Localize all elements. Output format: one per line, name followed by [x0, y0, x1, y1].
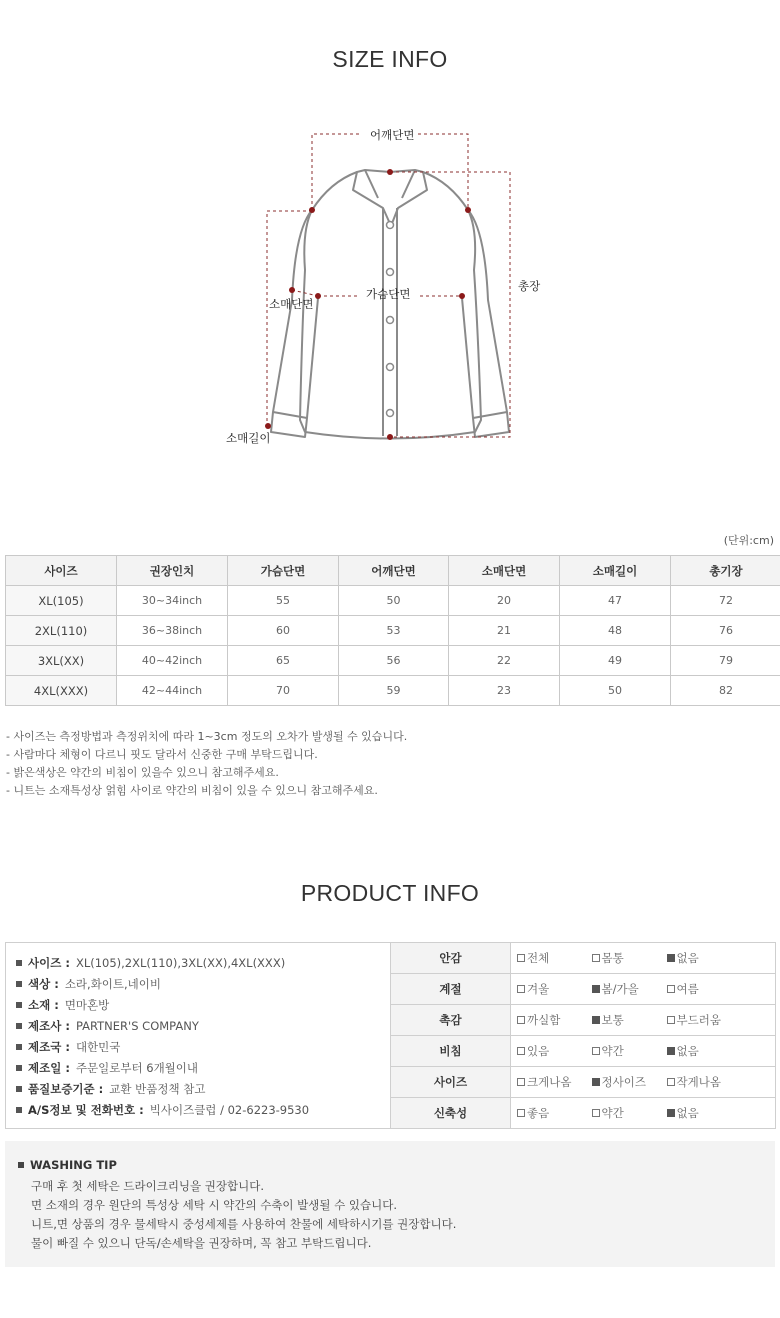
spec-item [16, 997, 109, 1013]
spec-value: 빅사이즈클럽 / 02-6223-9530 [149, 1103, 310, 1117]
option-label: 보통 [601, 1013, 624, 1027]
attribute-option [586, 1067, 661, 1098]
spec-label: 제조국 : [28, 1040, 70, 1054]
label-length: 총장 [518, 279, 541, 293]
header-cell: 총기장 [671, 556, 780, 586]
table-cell: 56 [339, 646, 449, 676]
spec-item [16, 1060, 198, 1076]
product-info-section [5, 942, 775, 1129]
attribute-name: 계절 [391, 974, 511, 1005]
spec-value: 주문일로부터 6개월이내 [75, 1061, 198, 1075]
table-cell: 4XL(XXX) [6, 676, 117, 706]
option-label: 몸통 [601, 951, 624, 965]
header-cell: 소매단면 [449, 556, 560, 586]
header-cell: 소매길이 [560, 556, 671, 586]
unchecked-box-icon [517, 985, 525, 993]
unchecked-box-icon [517, 1109, 525, 1117]
bullet-square-icon [16, 1065, 22, 1071]
bullet-square-icon [16, 1107, 22, 1113]
unchecked-box-icon [667, 1078, 675, 1086]
unchecked-box-icon [517, 1047, 525, 1055]
spec-value: 대한민국 [75, 1040, 121, 1054]
table-row [6, 646, 780, 676]
table-cell: 36~38inch [117, 616, 228, 646]
unchecked-box-icon [667, 1016, 675, 1024]
checked-box-icon [592, 1078, 600, 1086]
left-sleeve-outline [271, 210, 318, 437]
header-cell: 사이즈 [6, 556, 117, 586]
shirt-measurement-diagram [0, 110, 780, 450]
option-label: 정사이즈 [601, 1075, 646, 1089]
table-row [6, 616, 780, 646]
option-label: 없음 [676, 951, 699, 965]
table-cell: 55 [228, 586, 339, 616]
note-line: - 니트는 소재특성상 얽힘 사이로 약간의 비침이 있을 수 있으니 참고해주세요. [6, 784, 378, 797]
spec-item [16, 955, 285, 971]
table-cell: 21 [449, 616, 560, 646]
size-info-title: SIZE INFO [332, 46, 448, 72]
option-label: 없음 [676, 1106, 699, 1120]
washing-tip-line: 면 소재의 경우 원단의 특성상 세탁 시 약간의 수축이 발생될 수 있습니다. [31, 1198, 398, 1212]
option-label: 약간 [601, 1106, 624, 1120]
spec-value: XL(105),2XL(110),3XL(XX),4XL(XXX) [75, 956, 286, 970]
attribute-name: 안감 [391, 943, 511, 974]
note-line: - 사이즈는 측정방법과 측정위치에 따라 1~3cm 정도의 오차가 발생될 수 있습니다. [6, 730, 408, 743]
note-line: - 사람마다 체형이 다르니 핏도 달라서 신중한 구매 부탁드립니다. [6, 748, 318, 761]
length-guide [390, 172, 510, 437]
spec-label: 제조일 : [28, 1061, 70, 1075]
table-cell: 40~42inch [117, 646, 228, 676]
option-label: 좋음 [527, 1106, 550, 1120]
spec-label: 색상 : [28, 977, 59, 991]
table-cell: 70 [228, 676, 339, 706]
table-cell: 65 [228, 646, 339, 676]
spec-item [16, 1039, 120, 1055]
table-cell: 47 [560, 586, 671, 616]
unchecked-box-icon [517, 1078, 525, 1086]
table-cell: 42~44inch [117, 676, 228, 706]
spec-value: 소라,화이트,네이비 [64, 977, 162, 991]
spec-value: 교환 반품정책 참고 [109, 1082, 206, 1096]
checked-box-icon [667, 954, 675, 962]
unit-label: (단위:cm) [723, 534, 774, 547]
option-label: 없음 [676, 1044, 699, 1058]
shirt-buttons [387, 222, 394, 417]
attribute-option [586, 1098, 661, 1129]
option-label: 부드러움 [676, 1013, 721, 1027]
checked-box-icon [592, 985, 600, 993]
attribute-option [586, 943, 661, 974]
table-cell: 23 [449, 676, 560, 706]
bullet-square-icon [16, 1044, 22, 1050]
attribute-option [661, 1005, 776, 1036]
label-sleeve-width: 소매단면 [269, 297, 314, 311]
attribute-option [511, 1067, 586, 1098]
note-line: - 밝은색상은 약간의 비침이 있을수 있으니 참고해주세요. [6, 766, 279, 779]
attribute-row [391, 974, 776, 1005]
attribute-option [661, 1067, 776, 1098]
attribute-option [661, 1098, 776, 1129]
table-cell: XL(105) [6, 586, 117, 616]
bullet-square-icon [16, 1002, 22, 1008]
option-label: 있음 [527, 1044, 550, 1058]
attribute-name: 비침 [391, 1036, 511, 1067]
attribute-option [661, 1036, 776, 1067]
table-cell: 79 [671, 646, 780, 676]
table-cell: 30~34inch [117, 586, 228, 616]
checked-box-icon [667, 1109, 675, 1117]
washing-tip-line: 구매 후 첫 세탁은 드라이크리닝을 권장합니다. [31, 1179, 265, 1193]
attribute-option [586, 1036, 661, 1067]
table-cell: 48 [560, 616, 671, 646]
size-table-header [6, 556, 780, 586]
option-label: 겨울 [527, 982, 550, 996]
table-cell: 59 [339, 676, 449, 706]
spec-item [16, 1102, 309, 1118]
option-label: 까실함 [527, 1013, 561, 1027]
table-cell: 50 [339, 586, 449, 616]
unchecked-box-icon [517, 1016, 525, 1024]
label-chest: 가슴단면 [366, 287, 411, 301]
spec-label: 사이즈 : [28, 956, 70, 970]
bullet-square-icon [16, 1023, 22, 1029]
bullet-square-icon [16, 981, 22, 987]
spec-label: 소재 : [28, 998, 59, 1012]
table-cell: 2XL(110) [6, 616, 117, 646]
attribute-table [390, 942, 776, 1129]
attribute-name: 사이즈 [391, 1067, 511, 1098]
right-sleeve-outline [462, 210, 509, 437]
washing-tip-line: 물이 빠질 수 있으니 단독/손세탁을 권장하며, 꼭 참고 부탁드립니다. [31, 1236, 372, 1250]
spec-label: 품질보증기준 : [28, 1082, 104, 1096]
unchecked-box-icon [517, 954, 525, 962]
spec-label: 제조사 : [28, 1019, 70, 1033]
table-cell: 53 [339, 616, 449, 646]
attribute-option [511, 1098, 586, 1129]
table-cell: 3XL(XX) [6, 646, 117, 676]
spec-item [16, 976, 161, 992]
spec-value: PARTNER'S COMPANY [75, 1019, 199, 1033]
attribute-option [586, 1005, 661, 1036]
attribute-option [511, 1036, 586, 1067]
attribute-row [391, 1005, 776, 1036]
label-shoulder: 어깨단면 [370, 128, 415, 142]
spec-label: A/S정보 및 전화번호 : [28, 1103, 144, 1117]
header-cell: 가슴단면 [228, 556, 339, 586]
attribute-option [511, 974, 586, 1005]
checked-box-icon [592, 1016, 600, 1024]
washing-tip-line: 니트,면 상품의 경우 물세탁시 중성세제를 사용하여 찬물에 세탁하시기를 권장합니다. [31, 1217, 457, 1231]
table-cell: 50 [560, 676, 671, 706]
spec-item [16, 1081, 205, 1097]
table-row [6, 676, 780, 706]
attribute-name: 촉감 [391, 1005, 511, 1036]
attribute-option [511, 1005, 586, 1036]
attribute-option [511, 943, 586, 974]
size-notes [6, 728, 407, 800]
option-label: 작게나옴 [676, 1075, 721, 1089]
header-cell: 권장인치 [117, 556, 228, 586]
unchecked-box-icon [592, 1109, 600, 1117]
option-label: 여름 [676, 982, 699, 996]
attribute-option [586, 974, 661, 1005]
option-label: 전체 [527, 951, 550, 965]
table-cell: 22 [449, 646, 560, 676]
table-row [6, 586, 780, 616]
washing-tip-section [5, 1141, 775, 1267]
washing-tip-title [18, 1158, 117, 1172]
label-sleeve-length: 소매길이 [226, 431, 271, 445]
table-cell: 60 [228, 616, 339, 646]
table-cell: 20 [449, 586, 560, 616]
size-table [5, 555, 780, 706]
unchecked-box-icon [667, 985, 675, 993]
unchecked-box-icon [592, 954, 600, 962]
product-info-title: PRODUCT INFO [300, 880, 480, 906]
option-label: 봄/가을 [601, 982, 639, 996]
washing-tip-title-text: WASHING TIP [30, 1158, 117, 1172]
attribute-row [391, 1098, 776, 1129]
table-cell: 76 [671, 616, 780, 646]
spec-value: 면마혼방 [64, 998, 110, 1012]
attribute-row [391, 1036, 776, 1067]
bullet-square-icon [16, 1086, 22, 1092]
attribute-option [661, 974, 776, 1005]
header-cell: 어깨단면 [339, 556, 449, 586]
table-cell: 82 [671, 676, 780, 706]
shirt-collar [353, 170, 427, 226]
spec-item [16, 1018, 199, 1034]
bullet-square-icon [18, 1162, 24, 1168]
option-label: 크게나옴 [527, 1075, 572, 1089]
attribute-row [391, 1067, 776, 1098]
attribute-row [391, 943, 776, 974]
option-label: 약간 [601, 1044, 624, 1058]
spec-list [5, 942, 392, 1129]
attribute-option [661, 943, 776, 974]
shirt-body-outline [300, 172, 481, 439]
attribute-name: 신축성 [391, 1098, 511, 1129]
checked-box-icon [667, 1047, 675, 1055]
bullet-square-icon [16, 960, 22, 966]
table-cell: 72 [671, 586, 780, 616]
unchecked-box-icon [592, 1047, 600, 1055]
table-cell: 49 [560, 646, 671, 676]
